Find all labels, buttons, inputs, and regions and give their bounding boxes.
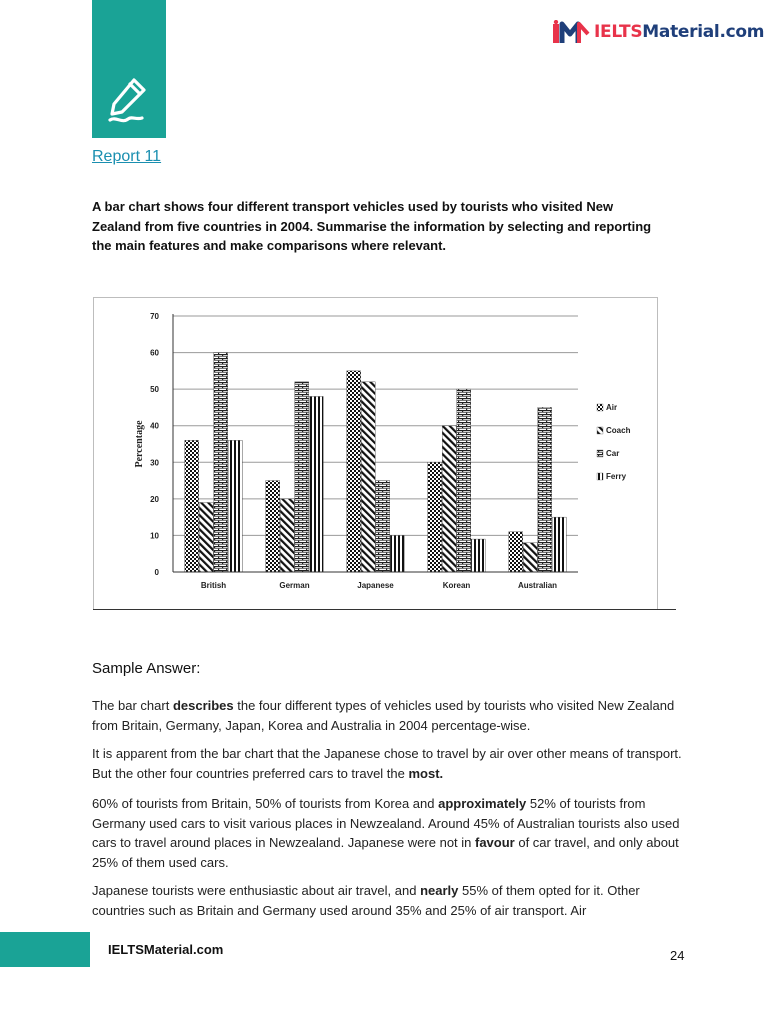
legend-swatch: [597, 427, 603, 434]
chart-bottom-rule: [93, 609, 676, 610]
sample-answer-heading: Sample Answer:: [92, 660, 201, 677]
legend-swatch: [597, 473, 603, 480]
bar-car-korean: [457, 389, 471, 572]
bar-car-german: [295, 382, 309, 572]
bar-ferry-british: [228, 440, 242, 572]
x-tick-label: German: [279, 581, 310, 590]
bar-ferry-australian: [552, 517, 566, 572]
bar-car-australian: [538, 407, 552, 572]
bar-car-british: [214, 353, 228, 572]
report-title[interactable]: Report 11: [92, 148, 162, 165]
bar-ferry-korean: [471, 539, 485, 572]
bar-air-japanese: [347, 371, 361, 572]
bar-air-korean: [428, 462, 442, 572]
y-tick-label: 50: [150, 385, 159, 395]
answer-paragraph-3: 60% of tourists from Britain, 50% of tourists from Korea and approximately 52% of tourists from Germany used cars to visit various places in Newzealand. Around 45% of Australian tourists also used cars to travel around places in Newzealand. Japanese were not in favour of car travel, and only about 25% of them used cars.: [92, 796, 680, 870]
footer-site-name[interactable]: IELTSMaterial.com: [108, 942, 224, 957]
y-tick-label: 30: [150, 458, 159, 468]
legend-label: Ferry: [606, 472, 627, 481]
answer-paragraph-2: It is apparent from the bar chart that the Japanese chose to travel by air over other means of transport. But the other four countries preferred cars to travel the most.: [92, 746, 682, 781]
bar-coach-japanese: [361, 382, 375, 572]
site-logo[interactable]: [552, 20, 764, 44]
x-tick-label: Australian: [517, 581, 558, 590]
bar-air-german: [266, 481, 280, 572]
im-logo-mark-icon: [552, 20, 590, 44]
bar-ferry-german: [309, 396, 323, 572]
x-tick-label: Korean: [442, 581, 471, 590]
y-tick-label: 10: [150, 531, 159, 541]
y-tick-label: 20: [150, 494, 159, 504]
bar-coach-korean: [442, 426, 456, 572]
chart-svg: [94, 298, 657, 609]
bar-coach-australian: [523, 543, 537, 572]
y-tick-label: 0: [154, 568, 159, 577]
y-tick-label: 60: [150, 348, 159, 358]
bar-coach-british: [199, 503, 213, 572]
bar-air-australian: [509, 532, 523, 572]
task-prompt: A bar chart shows four different transport vehicles used by tourists who visited New Zealand from five countries in 2004. Summarise the information by selecting and reporting the main features and make comparisons where relevant.: [92, 199, 652, 253]
bar-chart: [93, 297, 658, 610]
x-tick-label: Japanese: [357, 581, 394, 590]
legend-swatch: [597, 450, 603, 457]
bar-coach-german: [280, 499, 294, 572]
legend-label: Air: [606, 403, 618, 412]
legend-label: Coach: [606, 426, 631, 435]
legend-label: Car: [606, 449, 620, 458]
logo-text: IELTSMaterial.com: [594, 22, 765, 42]
bar-ferry-japanese: [390, 535, 404, 572]
y-axis-title: Percentage: [134, 420, 145, 468]
bar-car-japanese: [376, 481, 390, 572]
footer-teal-bar: [0, 932, 90, 967]
answer-paragraph-4: Japanese tourists were enthusiastic about air travel, and nearly 55% of them opted for it. Other countries such as Britain and Germany used around 35% and 25% of air transport. Air: [92, 883, 640, 918]
x-tick-label: British: [200, 581, 227, 590]
y-tick-label: 40: [150, 421, 159, 431]
answer-paragraph-1: The bar chart describes the four different types of vehicles used by tourists who visited New Zealand from Britain, Germany, Japan, Korea and Australia in 2004 percentage-wise.: [92, 698, 675, 733]
page-number: 24: [670, 948, 685, 963]
legend-swatch: [597, 404, 603, 411]
bar-air-british: [185, 440, 199, 572]
pencil-icon: [104, 74, 150, 126]
y-tick-label: 70: [150, 312, 159, 321]
